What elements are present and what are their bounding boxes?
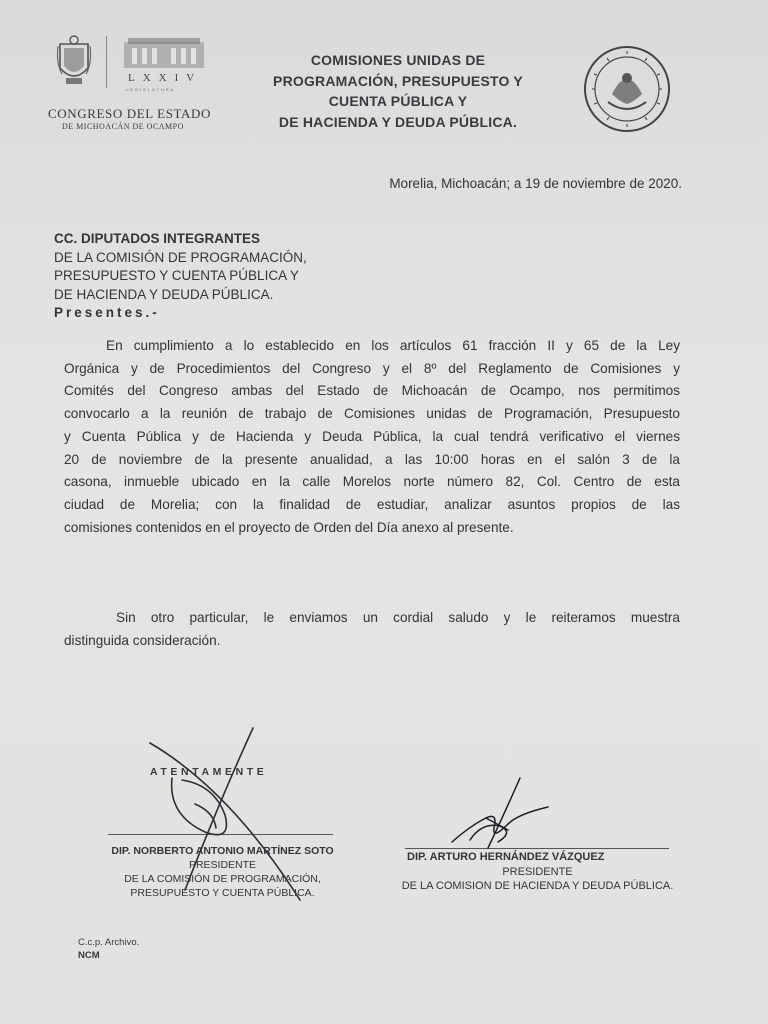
copy-note xyxy=(78,936,139,962)
committee-title-line: COMISIONES UNIDAS DE xyxy=(310,52,486,68)
body-line: comisiones contenidos en el proyecto de Orden del Día anexo al presente. xyxy=(64,519,514,535)
national-seal-icon xyxy=(582,44,672,134)
signatory-committee: DE LA COMISION DE HACIENDA Y DEUDA PÚBLICA. xyxy=(401,880,674,892)
signatory-committee: PRESUPUESTO Y CUENTA PÚBLICA. xyxy=(130,887,315,899)
addressee-line: DE LA COMISIÓN DE PROGRAMACIÓN, xyxy=(54,249,307,265)
addressee-line: PRESUPUESTO Y CUENTA PÚBLICA Y xyxy=(54,268,299,283)
signatory-right xyxy=(370,850,705,894)
congress-logo xyxy=(48,30,233,140)
addressee-line: CC. DIPUTADOS INTEGRANTES xyxy=(54,231,261,246)
legislature-label: LEGISLATURA xyxy=(126,87,176,92)
signatory-role: PRESIDENTE xyxy=(188,859,257,871)
legislature-number: LXXIV xyxy=(128,72,203,84)
congress-state: DE MICHOACÁN DE OCAMPO xyxy=(62,122,184,131)
committee-title-line: PROGRAMACIÓN, PRESUPUESTO Y xyxy=(273,72,523,89)
signatory-name: DIP. ARTURO HERNÁNDEZ VÁZQUEZ xyxy=(407,851,605,863)
signature-line-left xyxy=(108,834,333,835)
signatory-left xyxy=(80,844,365,900)
state-crest-icon xyxy=(56,34,92,88)
congress-name: CONGRESO DEL ESTADO xyxy=(48,106,211,121)
ccp-line: C.c.p. Archivo. xyxy=(78,937,140,948)
body-line: Comités del Congreso ambas del Estado de Michoacán de Ocampo, nos permitimos xyxy=(64,383,680,399)
signatory-name: DIP. NORBERTO ANTONIO MARTÍNEZ SOTO xyxy=(111,845,334,857)
body-line: casona, inmueble ubicado en la calle Morelos norte número 82, Col. Centro de esta xyxy=(64,474,680,490)
body-line: Sin otro particular, le enviamos un cordial saludo y le reiteramos muestra xyxy=(116,610,680,625)
body-line: ciudad de Morelia; con la finalidad de estudiar, analizar asuntos propios de las xyxy=(64,496,680,512)
signature-right-scribble xyxy=(452,778,548,848)
initials: NCM xyxy=(78,950,100,961)
committee-title-line: CUENTA PÚBLICA Y xyxy=(328,93,468,109)
signature-line-right xyxy=(405,848,669,849)
signatory-role: PRESIDENTE xyxy=(502,865,573,878)
committee-title xyxy=(248,50,548,132)
body-line: 20 de noviembre de la presente anualidad, a las 10:00 horas en el salón 3 de la xyxy=(64,451,680,467)
body-line: distinguida consideración. xyxy=(64,632,221,648)
addressee-line: Presentes.- xyxy=(54,305,160,320)
committee-title-line: DE HACIENDA Y DEUDA PÚBLICA. xyxy=(278,113,518,130)
body-paragraph-2 xyxy=(64,607,680,652)
place-date: Morelia, Michoacán; a 19 de noviembre de 2020. xyxy=(389,176,682,191)
body-line: En cumplimiento a lo establecido en los artículos 61 fracción II y 65 de la Ley xyxy=(106,338,680,353)
body-paragraph-1 xyxy=(64,335,680,539)
addressee-line: DE HACIENDA Y DEUDA PÚBLICA. xyxy=(54,286,274,302)
signatory-committee: DE LA COMISIÓN DE PROGRAMACIÓN, xyxy=(124,873,321,885)
body-line: convocarlo a la reunión de trabajo de Comisiones unidas de Programación, Presupuesto xyxy=(64,406,680,422)
closing-atentamente: ATENTAMENTE xyxy=(150,766,268,778)
body-line: y Cuenta Pública y de Hacienda y Deuda Pública, la cual tendrá verificativo el viernes xyxy=(64,428,680,444)
body-line: Orgánica y de Procedimientos del Congreso y el 8º del Reglamento de Comisiones y xyxy=(64,360,680,376)
addressee-block xyxy=(54,230,307,323)
logo-divider xyxy=(106,36,107,88)
building-emblem-icon xyxy=(122,36,206,72)
